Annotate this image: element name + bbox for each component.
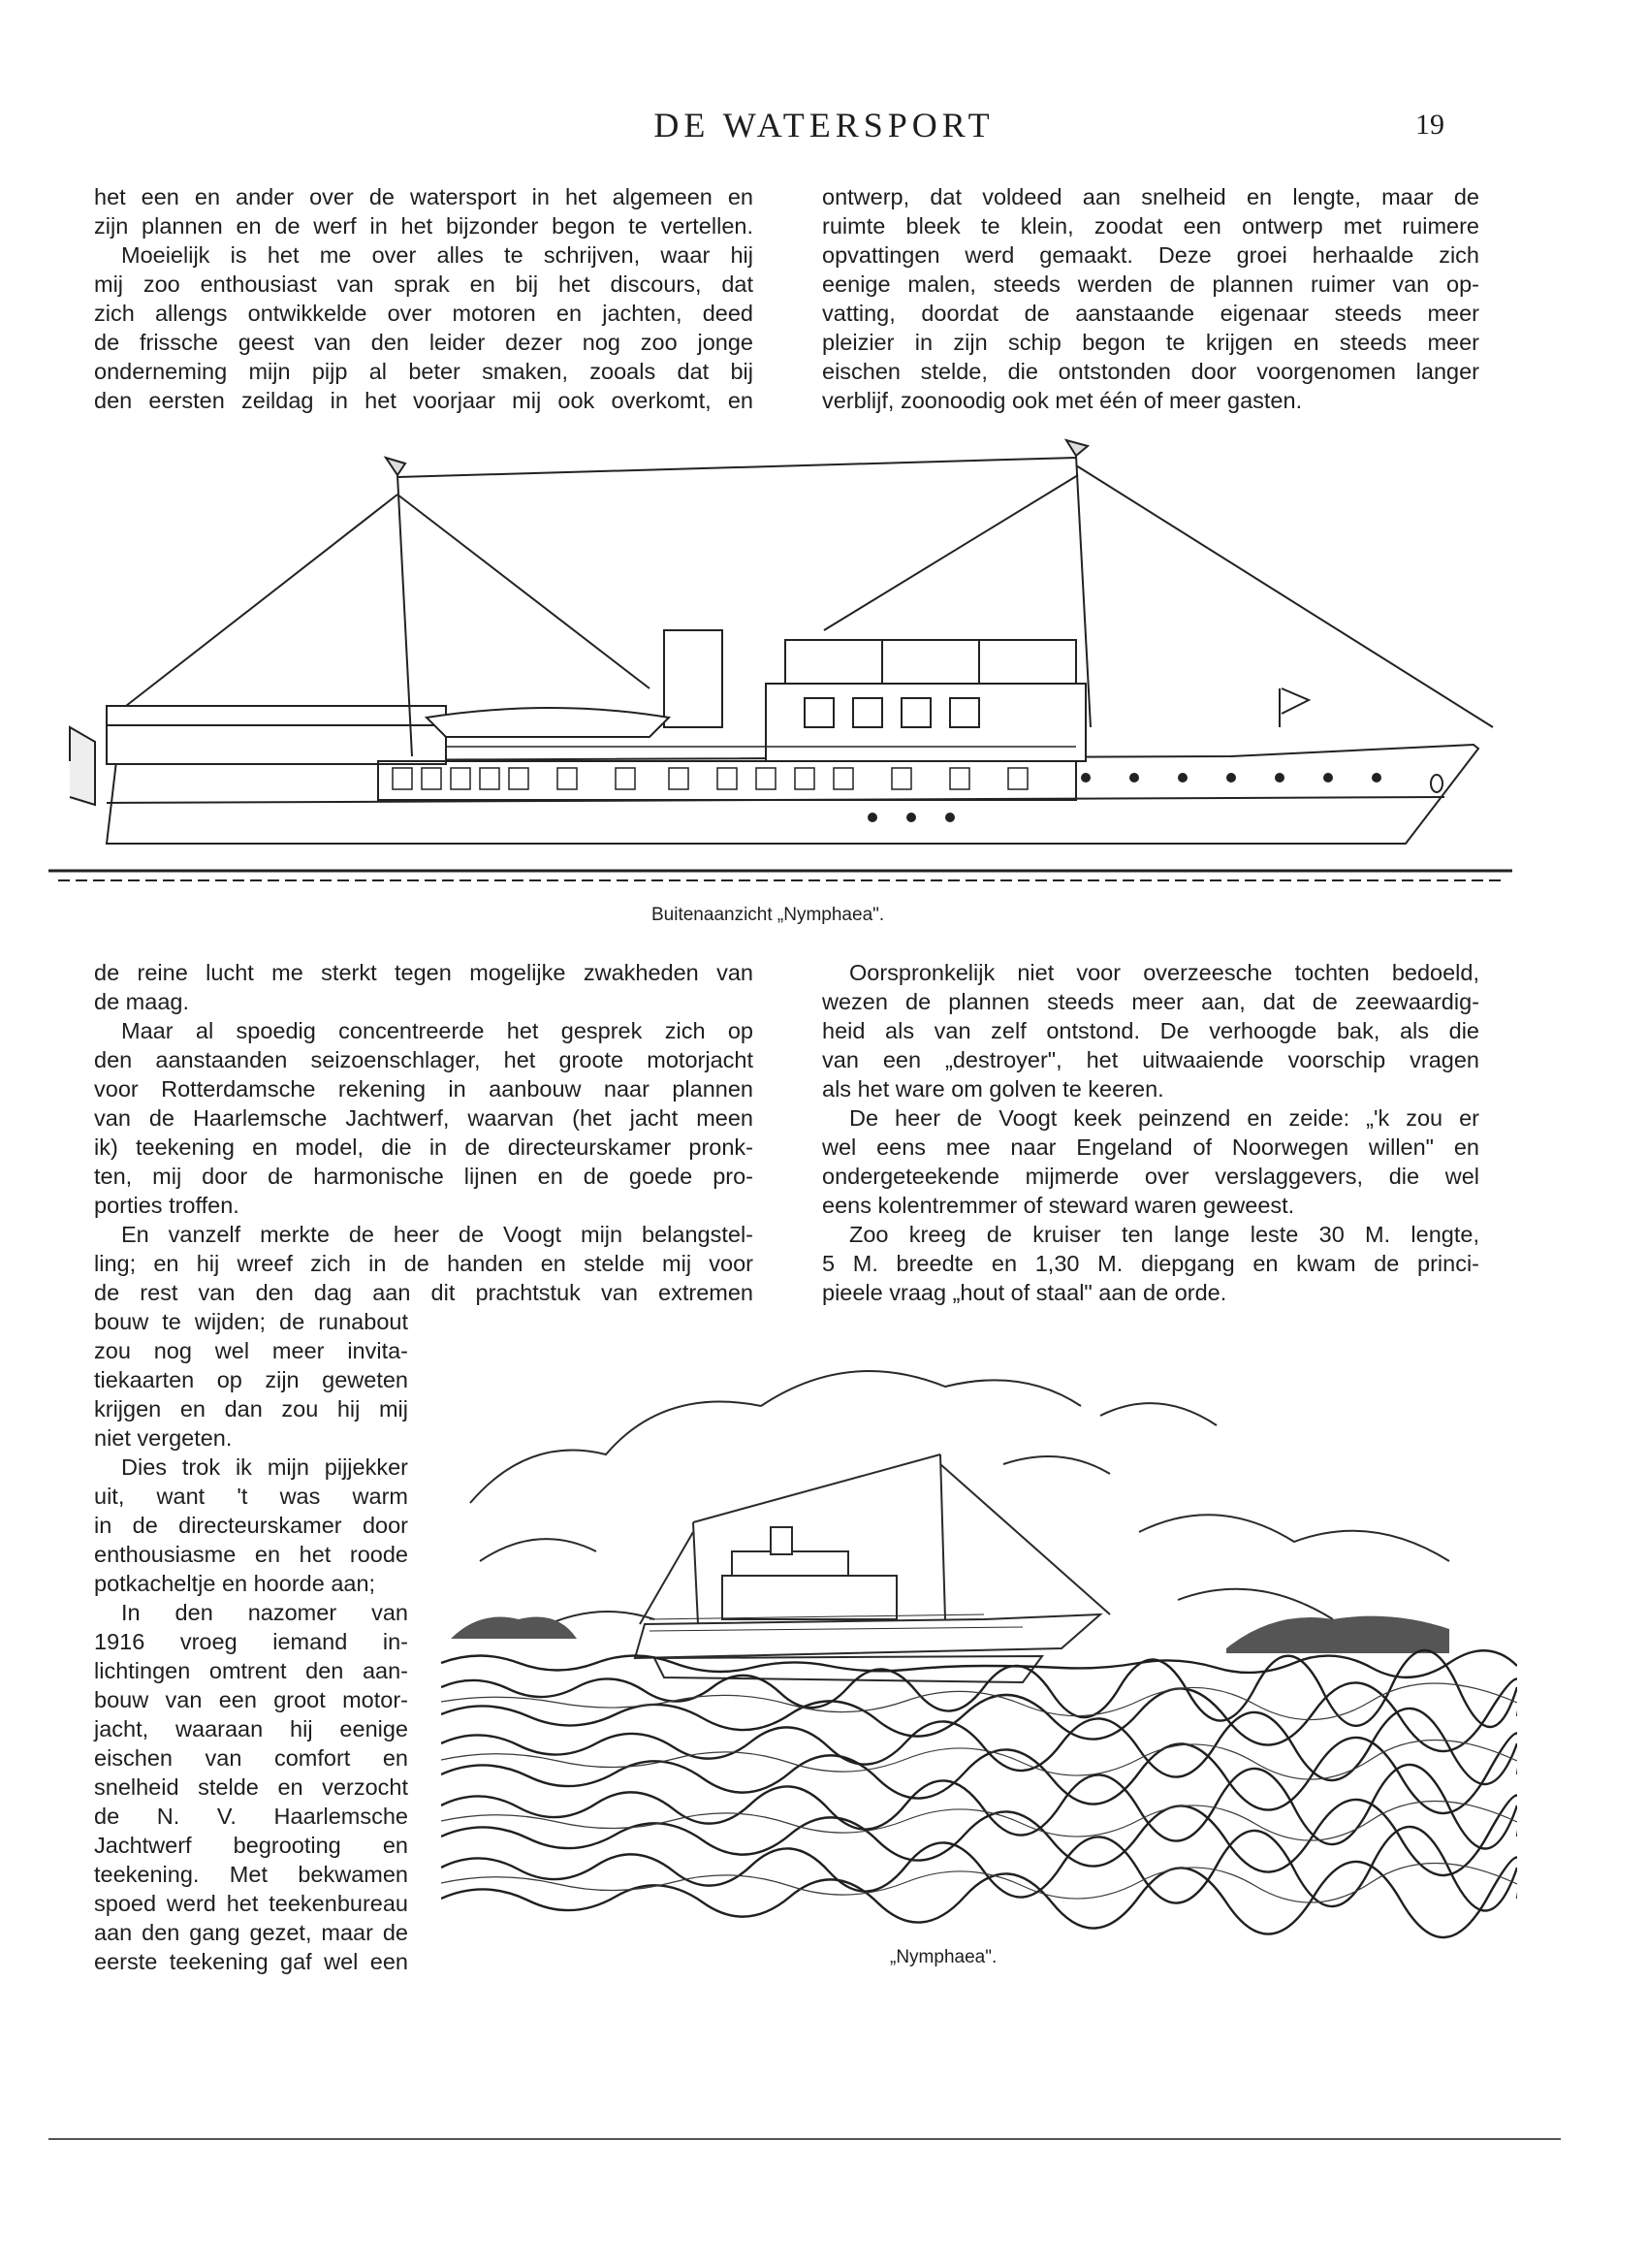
text-column-mid-right — [822, 958, 1479, 1307]
figure2-caption: „Nymphaea". — [890, 1947, 998, 1967]
text-line: opvattingen werd gemaakt. Deze groei herhaalde zich — [822, 242, 1479, 268]
text-line: tiekaarten op zijn geweten — [94, 1367, 408, 1392]
text-line: 1916 vroeg iemand in- — [94, 1629, 408, 1654]
figure1-caption: Buitenaanzicht „Nymphaea". — [651, 905, 885, 925]
text-line: eerste teekening gaf wel een — [94, 1949, 408, 1974]
text-line: aan den gang gezet, maar de — [94, 1920, 408, 1945]
text-line: de frissche geest van den leider dezer nog zoo jonge — [94, 330, 753, 355]
text-line: niet vergeten. — [94, 1425, 233, 1451]
text-column-top-left — [94, 182, 753, 415]
text-line: het een en ander over de watersport in het algemeen en — [94, 184, 753, 209]
text-line: 5 M. breedte en 1,30 M. diepgang en kwam de princi- — [822, 1251, 1479, 1276]
text-line: zich allengs ontwikkelde over motoren en jachten, deed — [94, 301, 753, 326]
text-line: bouw te wijden; de runabout — [94, 1309, 408, 1334]
text-line: ruimte bleek te klein, zoodat een ontwerp met ruimere — [822, 213, 1479, 239]
yacht-side-elevation-drawing — [48, 436, 1600, 902]
text-line: de reine lucht me sterkt tegen mogelijke zwakheden van — [94, 960, 753, 985]
text-line: van een „destroyer", het uitwaaiende voorschip vragen — [822, 1047, 1479, 1072]
text-line: eischen van comfort en — [94, 1745, 408, 1771]
text-line: spoed werd het teekenbureau — [94, 1891, 408, 1916]
text-line: van de Haarlemsche Jachtwerf, waarvan (het jacht meen — [94, 1105, 753, 1131]
text-line: in de directeurskamer door — [94, 1513, 408, 1538]
text-line: Dies trok ik mijn pijjekker — [121, 1454, 408, 1480]
text-line: den eersten zeildag in het voorjaar mij ook overkomt, en — [94, 388, 753, 413]
text-line: ontwerp, dat voldeed aan snelheid en lengte, maar de — [822, 184, 1479, 209]
text-line: krijgen en dan zou hij mij — [94, 1396, 408, 1421]
text-line: wezen de plannen steeds meer aan, dat de zeewaardig- — [822, 989, 1479, 1014]
text-line: eens kolentremmer of steward waren geweest. — [822, 1193, 1295, 1218]
text-line: jacht, waaraan hij eenige — [94, 1716, 408, 1741]
text-line: voor Rotterdamsche rekening in aanbouw naar plannen — [94, 1076, 753, 1102]
text-line: De heer de Voogt keek peinzend en zeide: „'k zou er — [849, 1105, 1479, 1131]
text-column-mid-left — [94, 958, 753, 1307]
text-line: In den nazomer van — [121, 1600, 408, 1625]
text-line: wel eens mee naar Engeland of Noorwegen willen" en — [822, 1134, 1479, 1160]
text-line: uit, want 't was warm — [94, 1484, 408, 1509]
text-line: eenige malen, steeds werden de plannen ruimer van op- — [822, 272, 1479, 297]
text-line: ondergeteekende mijmerde over verslaggevers, die wel — [822, 1164, 1479, 1189]
text-column-top-right — [822, 182, 1479, 415]
text-line: de maag. — [94, 989, 189, 1014]
text-line: verblijf, zoonoodig ook met één of meer gasten. — [822, 388, 1303, 413]
text-line: bouw van een groot motor- — [94, 1687, 408, 1712]
page-number: 19 — [1415, 109, 1444, 141]
text-line: ling; en hij wreef zich in de handen en stelde mij voor — [94, 1251, 753, 1276]
text-line: den aanstaanden seizoenschlager, het groote motorjacht — [94, 1047, 753, 1072]
text-line: heid als van zelf ontstond. De verhoogde bak, als die — [822, 1018, 1479, 1043]
text-line: porties troffen. — [94, 1193, 239, 1218]
text-line: ik) teekening en model, die in de directeurskamer pronk- — [94, 1134, 753, 1160]
text-line: lichtingen omtrent den aan- — [94, 1658, 408, 1683]
text-line: de rest van den dag aan dit prachtstuk van extremen — [94, 1280, 753, 1305]
text-line: zijn plannen en de werf in het bijzonder begon te vertellen. — [94, 213, 753, 239]
text-line: potkacheltje en hoorde aan; — [94, 1571, 376, 1596]
text-column-narrow-left — [94, 1307, 408, 1976]
text-line: ten, mij door de harmonische lijnen en de goede pro- — [94, 1164, 753, 1189]
text-line: de N. V. Haarlemsche — [94, 1804, 408, 1829]
text-line: vatting, doordat de aanstaande eigenaar steeds meer — [822, 301, 1479, 326]
text-line: Moeielijk is het me over alles te schrijven, waar hij — [121, 242, 753, 268]
text-line: pleizier in zijn schip begon te krijgen en steeds meer — [822, 330, 1479, 355]
running-header-title: DE WATERSPORT — [653, 106, 995, 144]
text-line: zou nog wel meer invita- — [94, 1338, 408, 1363]
text-line: Zoo kreeg de kruiser ten lange leste 30 M. lengte, — [849, 1222, 1479, 1247]
text-line: Maar al spoedig concentreerde het gesprek zich op — [121, 1018, 753, 1043]
text-line: teekening. Met bekwamen — [94, 1862, 408, 1887]
yacht-at-sea-illustration — [441, 1328, 1517, 1939]
text-line: mij zoo enthousiast van sprak en bij het discours, dat — [94, 272, 753, 297]
text-line: snelheid stelde en verzocht — [94, 1774, 408, 1800]
text-line: Jachtwerf begrooting en — [94, 1833, 408, 1858]
text-line: eischen stelde, die ontstonden door voorgenomen langer — [822, 359, 1479, 384]
text-line: onderneming mijn pijp al beter smaken, zooals dat bij — [94, 359, 753, 384]
text-line: En vanzelf merkte de heer de Voogt mijn belangstel- — [121, 1222, 753, 1247]
bottom-rule — [48, 2138, 1561, 2140]
text-line: pieele vraag „hout of staal" aan de orde. — [822, 1280, 1227, 1305]
text-line: enthousiasme en het roode — [94, 1542, 408, 1567]
text-line: Oorspronkelijk niet voor overzeesche tochten bedoeld, — [849, 960, 1479, 985]
text-line: als het ware om golven te keeren. — [822, 1076, 1164, 1102]
